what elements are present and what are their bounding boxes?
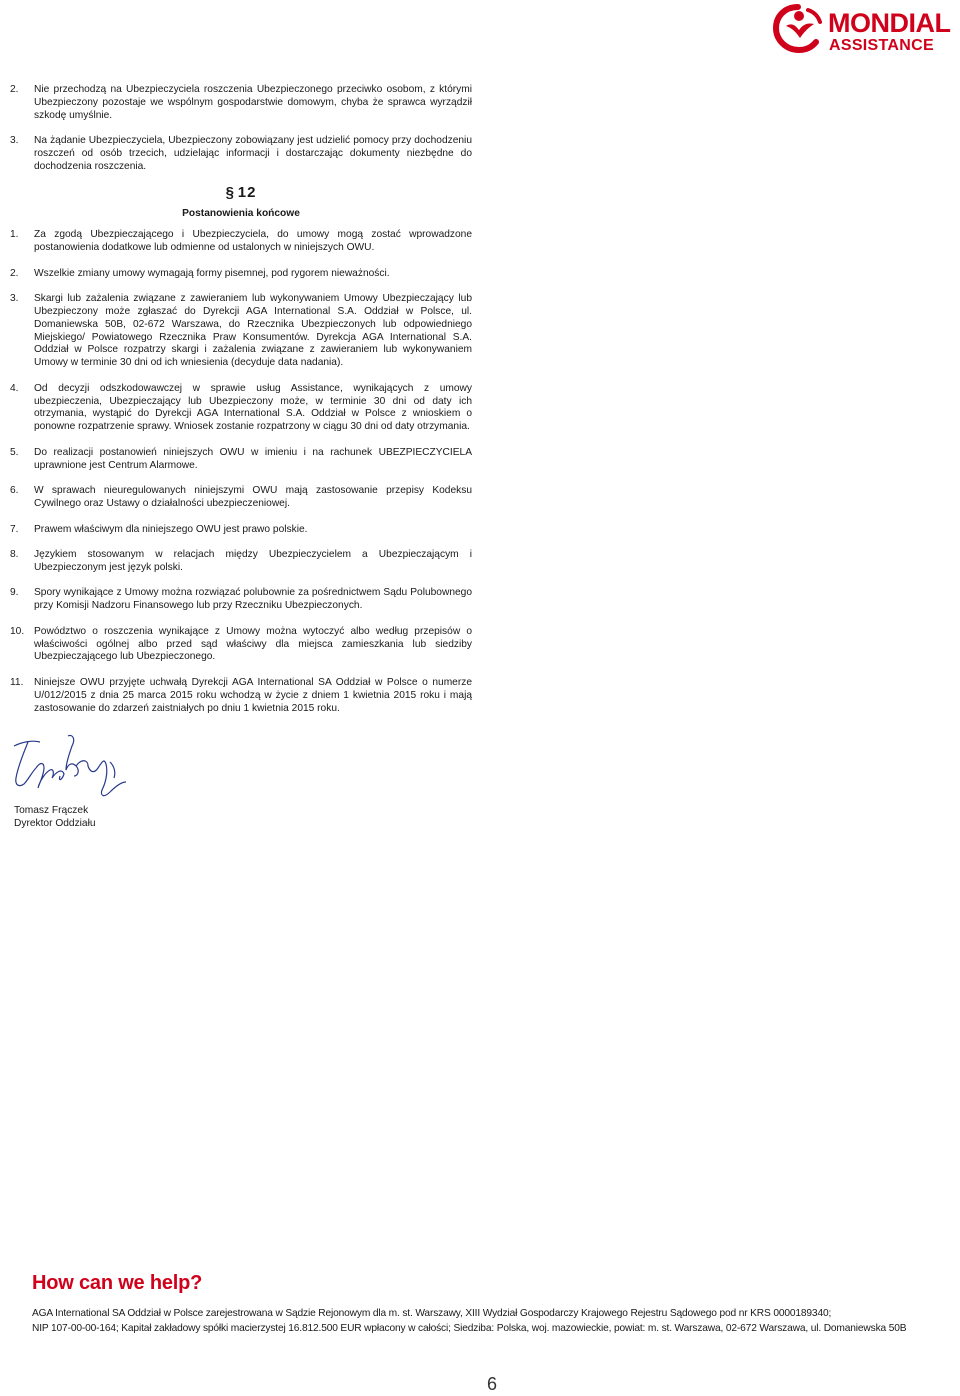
item-number: 2. xyxy=(10,84,19,95)
item-text: W sprawach nieuregulowanych niniejszymi OWU mają zastosowanie przepisy Kodeksu Cywilnego oraz Ustawy o działalności ubezpieczeniowej. xyxy=(34,485,472,509)
item-text: Spory wynikające z Umowy można rozwiązać polubownie za pośrednictwem Sądu Polubownego przy Komisji Nadzoru Finansowego lub przy Rzeczniku Ubezpieczonych. xyxy=(34,587,472,612)
item-text: Od decyzji odszkodowawczej w sprawie usług Assistance, wynikających z umowy ubezpieczenia, Ubezpieczający lub Ubezpieczony może, w terminie 30 dni od daty ich otrzymania, wystąpić do Dyrekcji AGA International S.A. Oddział w Polsce z wnioskiem o ponowne rozpatrzenie sprawy. Wniosek zostanie rozpatrzony w ciągu 30 dni od daty otrzymania. xyxy=(34,382,472,433)
item-text: Wszelkie zmiany umowy wymagają formy pisemnej, pod rygorem nieważności. xyxy=(34,267,390,279)
item-text: Do realizacji postanowień niniejszych OWU w imieniu i na rachunek UBEZPIECZYCIELA uprawnione jest Centrum Alarmowe. xyxy=(34,446,472,471)
signer-position: Dyrektor Oddziału xyxy=(14,818,96,829)
footer-line-2: NIP 107-00-00-164; Kapitał zakładowy spółki macierzystej 16.812.500 EUR wpłacony w całości; Siedziba: Polska, woj. mazowieckie, powiat: m. st. Warszawa, 02-672 Warszawa, ul. Domaniewska 50B xyxy=(32,1323,907,1334)
item-text: Niniejsze OWU przyjęte uchwałą Dyrekcji AGA International SA Oddział w Polsce o numerze U/012/2015 z dnia 25 marca 2015 roku wchodzą w życie z dniem 1 kwietnia 2015 roku i mają zastosowanie do zdarzeń zaistniałych po dniu 1 kwietnia 2015 roku. xyxy=(34,677,472,714)
item-number: 3. xyxy=(10,135,19,147)
item-text: Prawem właściwym dla niniejszego OWU jest prawo polskie. xyxy=(34,523,308,535)
item-text: Językiem stosowanym w relacjach między Ubezpieczycielem a Ubezpieczającym i Ubezpieczonym jest język polski. xyxy=(34,549,472,573)
section-heading xyxy=(10,184,472,221)
legal-footer xyxy=(32,1306,906,1336)
logo-name-line1: MONDIAL xyxy=(828,8,951,38)
item-number: 10. xyxy=(10,625,25,637)
section-title: Postanowienia końcowe xyxy=(182,208,300,220)
list-item xyxy=(10,587,472,613)
section-number: 12 xyxy=(237,184,257,202)
item-number: 9. xyxy=(10,587,19,599)
terms-content xyxy=(10,84,472,728)
list-item xyxy=(10,626,472,664)
signer-block xyxy=(14,804,96,830)
list-item xyxy=(10,447,472,473)
handwritten-signature xyxy=(10,732,130,804)
list-item xyxy=(10,135,472,173)
list-item xyxy=(10,293,472,370)
list-item xyxy=(10,383,472,434)
item-text: Powództwo o roszczenia wynikające z Umowy można wytoczyć albo według przepisów o właściwości ogólnej albo przed sąd właściwy dla miejsca zamieszkania lub siedziby Ubezpieczającego lub Ubezpieczonego. xyxy=(34,625,472,663)
footer-line-1: AGA International SA Oddział w Polsce zarejestrowana w Sądzie Rejonowym dla m. st. Warszawy, XIII Wydział Gospodarczy Krajowego Rejestru Sądowego pod nr KRS 0000189340; xyxy=(32,1308,832,1319)
list-item xyxy=(10,549,472,575)
section-sign: § xyxy=(225,184,235,202)
item-text: Na żądanie Ubezpieczyciela, Ubezpieczony zobowiązany jest udzielić pomocy przy dochodzeniu roszczeń od osób trzecich, udzielając informacji i dostarczając dokumenty niezbędne do dochodzenia roszczenia. xyxy=(34,135,472,172)
page-number: 6 xyxy=(487,1374,498,1394)
list-item xyxy=(10,524,472,537)
item-number: 4. xyxy=(10,382,19,394)
item-number: 1. xyxy=(10,229,19,241)
item-number: 11. xyxy=(10,677,24,689)
help-heading: How can we help? xyxy=(32,1272,203,1294)
item-number: 2. xyxy=(10,267,19,279)
logo-emblem-icon xyxy=(776,7,820,50)
list-item xyxy=(10,229,472,255)
item-text: Skargi lub zażalenia związane z zawieraniem lub wykonywaniem Umowy Ubezpieczający lub Ubezpieczony może zgłaszać do Dyrekcji AGA International S.A. Oddział w Polsce, ul. Domaniewska 50B, 02-672 Warszawa, do Rzecznika Ubezpieczonych lub odpowiedniego Miejskiego/ Powiatowego Rzecznika Praw Konsumentów. Dyrekcja AGA International S.A. Oddział w Polsce rozpatrzy skargi i zażalenia związane z zawieraniem lub wykonywaniem Umowy w terminie 30 dni od ich wniesienia (decyduje data nadania). xyxy=(34,293,472,369)
list-item xyxy=(10,268,472,281)
list-item xyxy=(10,677,472,715)
logo-name-line2: ASSISTANCE xyxy=(829,37,934,54)
signer-name: Tomasz Frączek xyxy=(14,805,89,816)
item-text: Nie przechodzą na Ubezpieczyciela roszczenia Ubezpieczonego przeciwko osobom, z którymi Ubezpieczony pozostaje we wspólnym gospodarstwie domowym, chyba że sprawca wyrządził szkodę umyślnie. xyxy=(34,84,472,121)
list-item xyxy=(10,84,472,122)
item-number: 5. xyxy=(10,446,19,458)
item-number: 6. xyxy=(10,485,19,497)
mondial-assistance-logo xyxy=(772,2,956,54)
item-number: 7. xyxy=(10,523,19,535)
list-item xyxy=(10,485,472,511)
item-number: 3. xyxy=(10,293,19,305)
item-number: 8. xyxy=(10,549,19,561)
item-text: Za zgodą Ubezpieczającego i Ubezpieczyciela, do umowy mogą zostać wprowadzone postanowienia dodatkowe lub odmienne od ustalonych w niniejszych OWU. xyxy=(34,229,472,253)
